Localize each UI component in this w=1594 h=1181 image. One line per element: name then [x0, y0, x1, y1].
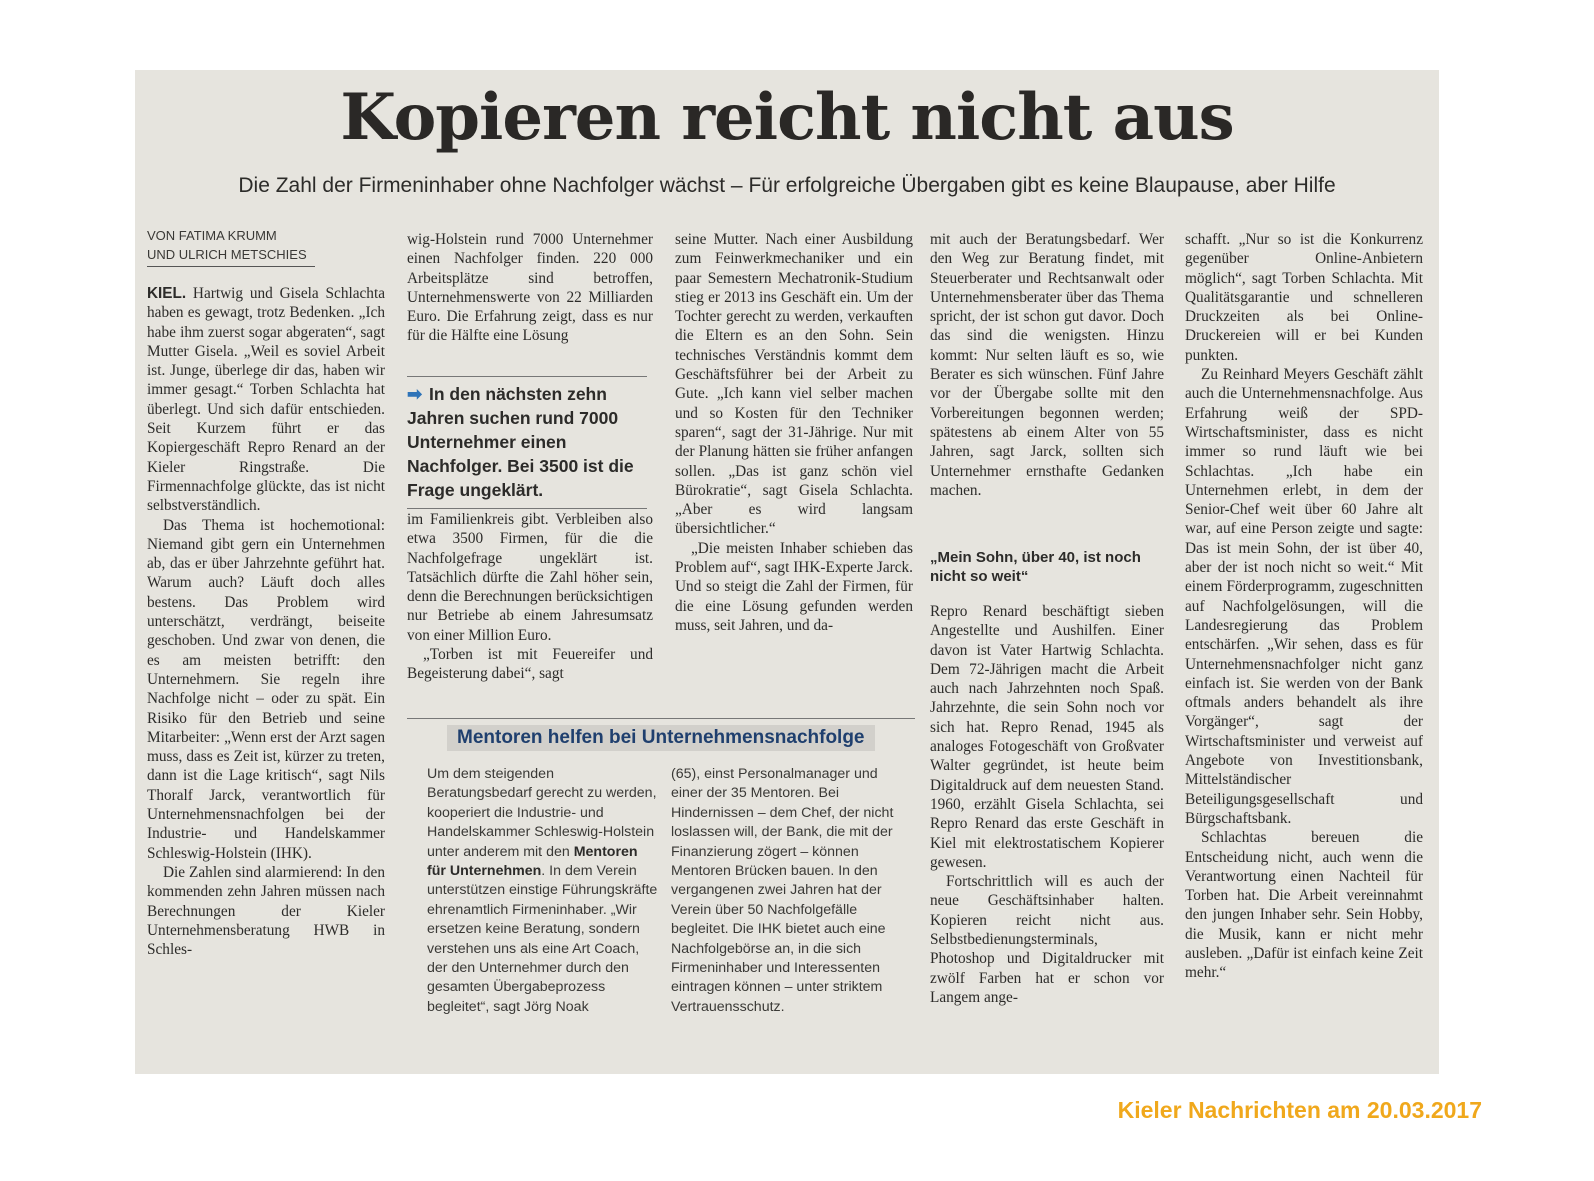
- paragraph: Zu Reinhard Meyers Geschäft zählt auch die Unternehmensnachfolge. Aus Erfahrung weiß der SPD-Wirtschaftsminister, dass es nicht immer so rund läuft wie bei Schlachtas. „Ich habe ein Unternehmen erlebt, in dem der Senior-Chef weit über 60 Jahre alt war, auf eine Person zeigte und sagte: Das ist mein Sohn, der ist über 40, aber der ist noch nicht so weit.“ Mit einem Förderprogramm, zugeschnitten auf Nachfolgelösungen, will die Landesregierung das Problem entschärfen. „Wir sehen, dass es für Unternehmensnachfolger nicht ganz einfach ist. Sie werden von der Bank oftmals anders behandelt als ihre Vorgänger“, sagt der Wirtschaftsminister und verweist auf Angebote von Investitionsbank, Mittelständischer Beteiligungsgesellschaft und Bürgschaftsbank.: [1185, 366, 1423, 827]
- article-column-3: [675, 230, 913, 635]
- info-box-title: Mentoren helfen bei Unternehmensnachfolge: [447, 725, 875, 751]
- paragraph: mit auch der Beratungsbedarf. Wer den Weg zur Beratung findet, mit Steuerberater und Rechtsanwalt oder Unternehmensberater über das Thema spricht, der ist schon gut davor. Doch das sind die wenigsten. Hinzu kommt: Nur selten läuft es so, wie Berater es sich wünschen. Fünf Jahre vor der Übergabe sollte mit den Vorbereitungen begonnen werden; spätestens ab einem Alter von 55 Jahren, sagt Jarck, sollten sich Unternehmer ernsthafte Gedanken machen.: [930, 231, 1164, 499]
- paragraph: wig-Holstein rund 7000 Unternehmer einen Nachfolger finden. 220 000 Arbeitsplätze sind betroffen, Unternehmenswerte von 22 Milliarden Euro. Die Erfahrung zeigt, dass es nur für die Hälfte eine Lösung: [407, 231, 653, 345]
- source-credit: Kieler Nachrichten am 20.03.2017: [1117, 1097, 1482, 1123]
- paragraph: „Die meisten Inhaber schieben das Problem auf“, sagt IHK-Experte Jarck. Und so steigt die Zahl der Firmen, für die eine Lösung gefunden werden muss, seit Jahren, und da-: [675, 539, 913, 634]
- article-column-4-continued: [930, 602, 1164, 1007]
- article-column-5: [1185, 230, 1423, 983]
- pull-quote-text: In den nächsten zehn Jahren suchen rund 7000 Unternehmer einen Nachfolger. Bei 3500 ist die Frage ungeklärt.: [407, 384, 634, 500]
- info-box: [407, 718, 915, 1070]
- article-column-2-continued: [407, 510, 653, 684]
- newspaper-clipping: [135, 70, 1439, 1074]
- paragraph: seine Mutter. Nach einer Ausbildung zum Feinwerkmechaniker und ein paar Semestern Mechatronik-Studium stieg er 2013 ins Geschäft ein. Um der Tochter gerecht zu werden, verkauften die Eltern es an den Sohn. Sein technisches Verständnis kommt dem Geschäftsführer bei der Arbeit zu Gute. „Ich kann viel selber machen und so Kosten für den Techniker sparen“, sagt der 31-Jährige. Nur mit der Planung hätten sie früher anfangen sollen. „Das ist ganz schön viel Bürokratie“, sagt Gisela Schlachta. „Aber es wird langsam übersichtlicher.“: [675, 231, 913, 538]
- paragraph: Repro Renard beschäftigt sieben Angestellte und Aushilfen. Einer davon ist Vater Hartwig Schlachta. Dem 72-Jährigen macht die Arbeit auch nach Jahrzehnten noch Spaß. Jahrzehnte, die sein Sohn noch vor sich hat. Repro Renad, 1945 als analoges Fotogeschäft von Großvater Walter gegründet, ist heute beim Digitaldruck auf dem neuesten Stand. 1960, erzählt Gisela Schlachta, sei Repro Renard das erste Geschäft in Kiel mit elektrostatischem Kopierer gewesen.: [930, 603, 1164, 871]
- headline: Kopieren reicht nicht aus: [340, 80, 1234, 155]
- paragraph: Schlachtas bereuen die Entscheidung nicht, auch wenn die Verantwortung einen Nachteil für Torben hat. Die Arbeit vereinnahmt den jungen Inhaber sehr. Sein Hobby, die Musik, kann er nicht mehr ausleben. „Dafür ist einfach keine Zeit mehr.“: [1185, 829, 1423, 982]
- info-box-highlight: Mentoren für Unternehmen: [427, 843, 638, 880]
- article-column-4: [930, 230, 1164, 500]
- paragraph: schafft. „Nur so ist die Konkurrenz gegenüber Online-Anbietern möglich“, sagt Torben Schlachta. Mit Qualitätsgarantie und schnelleren Druckzeiten als bei Online-Druckereien will er bei Kunden punkten.: [1185, 231, 1423, 364]
- byline-author-2: UND ULRICH METSCHIES: [147, 247, 307, 262]
- paragraph: Hartwig und Gisela Schlachta haben es gewagt, trotz Bedenken. „Ich habe ihm zuerst sogar abgeraten“, sagt Mutter Gisela. „Weil es soviel Arbeit ist. Junge, überlege dir das, haben wir immer gesagt.“ Torben Schlachta hat überlegt. Und sich dafür entschieden. Seit Kurzem führt er das Kopiergeschäft Repro Renard an der Kieler Ringstraße. Die Firmennachfolge glückte, das ist nicht selbstverständlich.: [147, 285, 385, 515]
- paragraph: „Torben ist mit Feuereifer und Begeisterung dabei“, sagt: [407, 646, 653, 683]
- subline: Die Zahl der Firmeninhaber ohne Nachfolger wächst – Für erfolgreiche Übergaben gibt es keine Blaupause, aber Hilfe: [238, 174, 1336, 197]
- dateline: KIEL.: [147, 285, 187, 302]
- subheading: „Mein Sohn, über 40, ist noch nicht so weit“: [930, 549, 1141, 585]
- paragraph: Das Thema ist hochemotional: Niemand gibt gern ein Unternehmen ab, das er über Jahrzehnte geführt hat. Warum auch? Läuft doch alles bestens. Das Problem wird unterschätzt, verdrängt, beiseite geschoben. Und zwar von denen, die es am meisten betrifft: den Unternehmern. Sie regeln ihre Nachfolge nicht – oder zu spät. Ein Risiko für den Betrieb und seine Mitarbeiter: „Wenn erst der Arzt sagen muss, dass es Zeit ist, kürzer zu treten, dann ist die Lage kritisch“, sagt Nils Thoralf Jarck, verantwortlich für Unternehmensnachfolgen bei der Industrie- und Handelskammer Schleswig-Holstein (IHK).: [147, 516, 385, 862]
- info-box-text: Um dem steigenden Beratungsbedarf gerecht zu werden, kooperiert die Industrie- und Handelskammer Schleswig-Holstein unter anderem mit den: [427, 766, 657, 860]
- byline: [147, 226, 347, 267]
- article-column-1: [147, 284, 385, 959]
- paragraph: Fortschrittlich will es auch der neue Geschäftsinhaber halten. Kopieren reicht nicht aus. Selbstbedienungsterminals, Photoshop und Digitaldrucker mit zwölf Farben hat er schon vor Langem ange-: [930, 873, 1164, 1006]
- info-box-column-1: [427, 765, 659, 1017]
- article-column-2: [407, 230, 653, 346]
- arrow-right-icon: ➡: [407, 384, 423, 404]
- info-box-text: . In dem Verein unterstützen einstige Führungskräfte ehrenamtlich Firmeninhaber. „Wir ersetzen keine Beratung, sondern verstehen uns als eine Art Coach, der den Unternehmer durch den gesamten Übergabeprozess begleitet“, sagt Jörg Noak: [427, 863, 658, 1015]
- paragraph: Die Zahlen sind alarmierend: In den kommenden zehn Jahren müssen nach Berechnungen der Kieler Unternehmensberatung HWB in Schles-: [147, 863, 385, 959]
- paragraph: im Familienkreis gibt. Verbleiben also etwa 3500 Firmen, für die die Nachfolgefrage ungeklärt ist. Tatsächlich dürfte die Zahl höher sein, denn die Berechnungen berücksichtigen nur Betriebe ab einem Jahresumsatz von einer Million Euro.: [407, 511, 653, 644]
- byline-author-1: VON FATIMA KRUMM: [147, 228, 277, 243]
- pull-quote: [407, 382, 647, 502]
- info-box-column-2: (65), einst Personalmanager und einer der 35 Mentoren. Bei Hindernissen – dem Chef, der nicht loslassen will, der Bank, die mit der Finanzierung zögert – können Mentoren Brücken bauen. In den vergangenen zwei Jahren hat der Verein über 50 Nachfolgefälle begleitet. Die IHK bietet auch eine Nachfolgebörse an, in die sich Firmeninhaber und Interessenten eintragen können – unter striktem Vertrauensschutz.: [671, 766, 894, 1015]
